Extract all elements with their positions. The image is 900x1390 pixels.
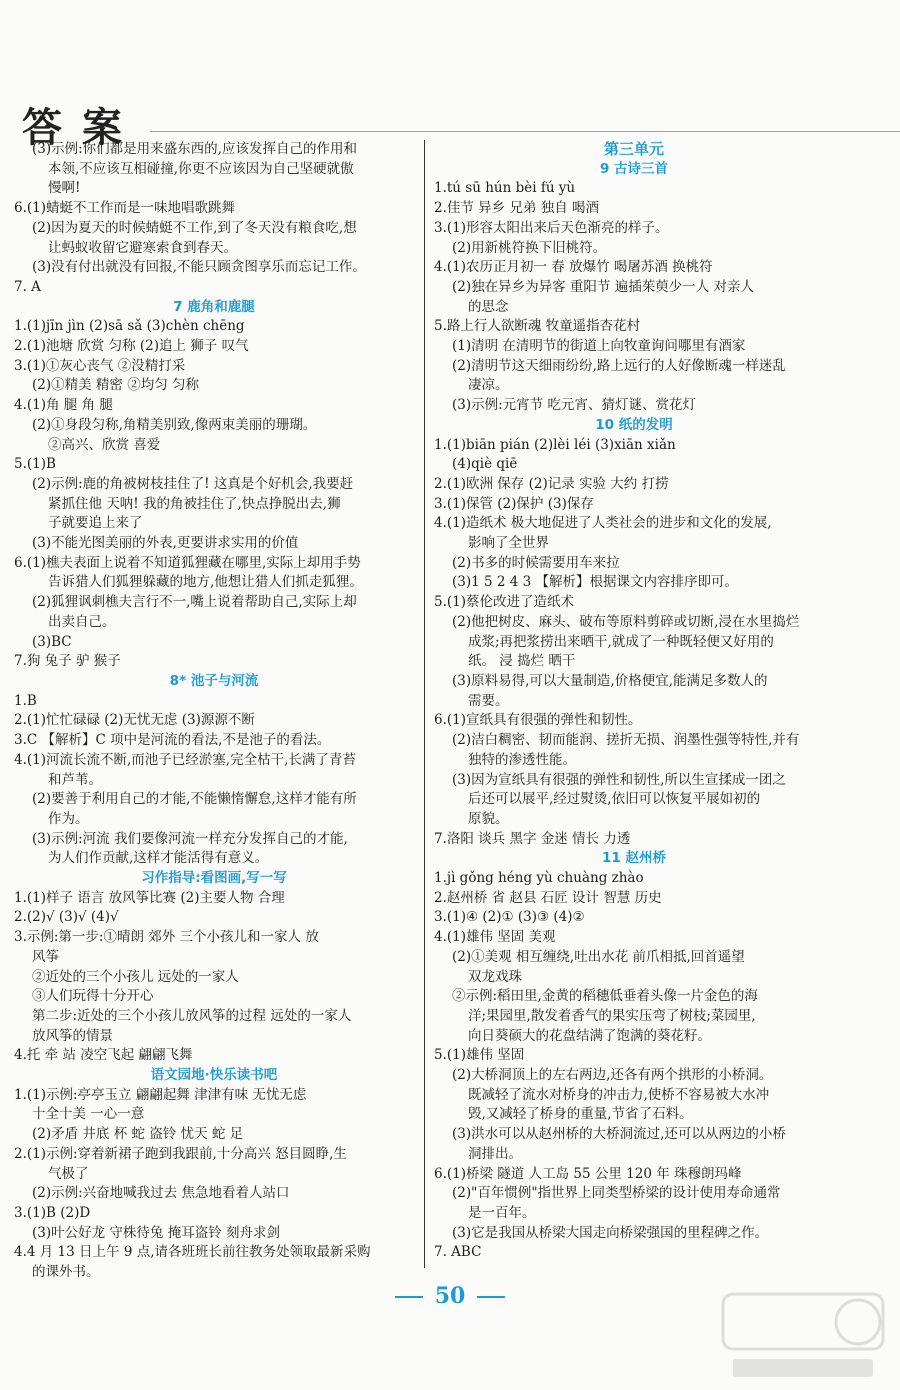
answer-line: (2)用新桃符换下旧桃符。 (452, 239, 607, 256)
answer-line: 1.(1)biān pián (2)lèi léi (3)xiān xiǎn (434, 436, 676, 453)
left-column (14, 140, 414, 1283)
answer-line: 2.佳节 异乡 兄弟 独自 喝酒 (434, 200, 600, 217)
answer-line: (2)狐狸讽刺樵夫言行不一,嘴上说着帮助自己,实际上却 (32, 594, 357, 611)
answer-line: 6.(1)樵夫表面上说着不知道狐狸藏在哪里,实际上却用手势 (14, 554, 361, 571)
answer-line: (2)①美观 相互缠绕,吐出水花 前爪相抵,回首遥望 (452, 948, 745, 965)
answer-line: (2)他把树皮、麻头、破布等原料剪碎或切断,浸在水里捣烂 (452, 613, 800, 630)
answer-line: (3)它是我国从桥梁大国走向桥梁强国的里程碑之作。 (452, 1224, 769, 1241)
answer-line: 2.(1)忙忙碌碌 (2)无忧无虑 (3)源源不断 (14, 712, 255, 729)
answer-line: 2.(1)池塘 欣赏 匀称 (2)追上 狮子 叹气 (14, 338, 249, 355)
section-heading: 10 纸的发明 (595, 416, 673, 433)
answer-line: 6.(1)宣纸具有很强的弹性和韧性。 (434, 712, 642, 729)
answer-line: 2.(1)欧洲 保存 (2)记录 实验 大约 打捞 (434, 475, 669, 492)
answer-line: 洞排出。 (468, 1145, 522, 1162)
answer-line: 需要。 (468, 692, 509, 709)
section-heading: 习作指导:看图画,写一写 (141, 870, 287, 887)
answer-line: (2)清明节这天细雨纷纷,路上远行的人好像断魂一样迷乱 (452, 357, 786, 374)
section-heading: 第三单元 (603, 140, 664, 158)
answer-line: 洋;果园里,散发着香气的果实压弯了树枝;菜园里, (468, 1007, 756, 1024)
answer-line: 7. A (14, 278, 41, 295)
answer-line: (3)洪水可以从赵州桥的大桥洞流过,还可以从两边的小桥 (452, 1126, 786, 1143)
section-heading: 7 鹿角和鹿腿 (173, 298, 255, 315)
answer-line: 出卖自己。 (48, 613, 116, 630)
answer-line: (2)大桥洞顶上的左右两边,还各有两个拱形的小桥洞。 (452, 1067, 773, 1084)
answer-line: 1.jì gǒng héng yù chuàng zhào (434, 870, 644, 887)
right-column (434, 140, 834, 1263)
answer-line: (2)要善于利用自己的才能,不能懒惰懈怠,这样才能有所 (32, 791, 357, 808)
answer-line: 1.(1)jīn jìn (2)sā sǎ (3)chèn chēng (14, 318, 245, 335)
answer-line: 和芦苇。 (48, 771, 102, 788)
dash-right (477, 1296, 505, 1298)
answer-line: 2.赵州桥 省 赵县 石匠 设计 智慧 历史 (434, 889, 662, 906)
answer-line: 6.(1)蜻蜓不工作而是一味地唱歌跳舞 (14, 200, 236, 217)
answer-line: ②高兴、欣赏 喜爱 (48, 436, 161, 453)
answer-line: 慢啊! (48, 180, 81, 197)
answer-line: 1.B (14, 692, 37, 709)
answer-line: (3)示例:河流 我们要像河流一样充分发挥自己的才能, (32, 830, 348, 847)
answer-line: 的思念 (468, 298, 509, 315)
answer-line: 3.(1)④ (2)① (3)③ (4)② (434, 909, 585, 926)
answer-line: 1.(1)示例:亭亭玉立 翩翩起舞 津津有味 无忧无虑 (14, 1086, 307, 1103)
answer-line: 3.(1)形容太阳出来后天色渐亮的样子。 (434, 219, 669, 236)
answer-line: 6.(1)桥梁 隧道 人工岛 55 公里 120 年 珠穆朗玛峰 (434, 1165, 742, 1182)
section-heading: 8* 池子与河流 (169, 672, 259, 689)
answer-line: (1)清明 在清明节的街道上向牧童询问哪里有酒家 (452, 338, 746, 355)
answer-line: (2)示例:兴奋地喊我过去 焦急地看着人站口 (32, 1185, 290, 1202)
answer-line: 3.示例:第一步:①晴朗 郊外 三个小孩儿和一家人 放 (14, 929, 319, 946)
answer-line: 放风筝的情景 (32, 1027, 113, 1044)
answer-line: 独特的渗透性能。 (468, 751, 576, 768)
answer-line: (2)"百年惯例"指世界上同类型桥梁的设计使用寿命通常 (452, 1185, 781, 1202)
answer-line: 凄凉。 (468, 377, 509, 394)
answer-line: 告诉猎人们狐狸躲藏的地方,他想让猎人们抓走狐狸。 (48, 574, 363, 591)
column-divider (424, 140, 425, 1268)
answer-line: 原貌。 (468, 810, 509, 827)
answer-line: (2)矛盾 井底 杯 蛇 盗铃 忧天 蛇 足 (32, 1126, 244, 1143)
section-heading: 9 古诗三首 (599, 160, 669, 177)
answer-line: 双龙戏珠 (468, 968, 522, 985)
answer-line: 本领,不应该互相碰撞,你更不应该因为自己坚硬就傲 (48, 160, 354, 177)
answer-line: 纸。 浸 捣烂 晒干 (468, 653, 576, 670)
answer-line: (2)洁白稠密、韧而能润、搓折无损、润墨性强等特性,并有 (452, 732, 800, 749)
header-rule (150, 131, 900, 132)
answer-line: 1.tú sū hún bèi fú yù (434, 180, 576, 197)
answer-line: 成浆;再把浆捞出来晒干,就成了一种既轻便又好用的 (468, 633, 774, 650)
answer-line: (3)原料易得,可以大量制造,价格便宜,能满足多数人的 (452, 672, 768, 689)
answer-line: 7.洛阳 谈兵 黑字 金迷 情长 力透 (434, 830, 631, 847)
answer-line: 影响了全世界 (468, 535, 549, 552)
answer-line: 风筝 (32, 948, 59, 965)
answer-line: 让蚂蚁收留它避寒索食到春天。 (48, 239, 237, 256)
answer-line: (3)不能光图美丽的外表,更要讲求实用的价值 (32, 535, 299, 552)
answer-line: (3)叶公好龙 守株待兔 掩耳盗铃 刻舟求剑 (32, 1224, 280, 1241)
answer-line: 7. ABC (434, 1244, 482, 1261)
answer-line: 4.托 牵 站 凌空飞起 翩翩飞舞 (14, 1047, 193, 1064)
answer-line: 2.(2)√ (3)√ (4)√ (14, 909, 119, 926)
answer-line: 气极了 (48, 1165, 89, 1182)
answer-line: 5.路上行人欲断魂 牧童遥指杏花村 (434, 318, 641, 335)
answer-line: 后还可以展平,经过熨烫,依旧可以恢复平展如初的 (468, 791, 761, 808)
answer-line: (2)独在异乡为异客 重阳节 遍插茱萸少一人 对亲人 (452, 278, 754, 295)
section-heading: 语文园地·快乐读书吧 (150, 1067, 278, 1084)
answer-line: 的课外书。 (32, 1264, 100, 1281)
answer-line: 3.(1)B (2)D (14, 1204, 91, 1221)
answer-line: 4.(1)造纸术 极大地促进了人类社会的进步和文化的发展, (434, 515, 772, 532)
answer-line: 5.(1)B (14, 456, 56, 473)
page-title: 答案 (22, 104, 142, 151)
answer-line: (3)BC (32, 633, 72, 650)
answer-line: 3.(1)①灰心丧气 ②没精打采 (14, 357, 186, 374)
answer-line: 5.(1)雄伟 坚固 (434, 1047, 525, 1064)
answer-line: 子就要追上来了 (48, 515, 143, 532)
answer-line: 2.(1)示例:穿着新裙子跑到我跟前,十分高兴 怒目圆睁,生 (14, 1145, 347, 1162)
answer-line: 十全十美 一心一意 (32, 1106, 145, 1123)
answer-line: (3)示例:元宵节 吃元宵、猜灯谜、赏花灯 (452, 397, 696, 414)
answer-line: (2)①精美 精密 ②均匀 匀称 (32, 377, 199, 394)
answer-line: (3)因为宣纸具有很强的弹性和韧性,所以生宣揉成一团之 (452, 771, 786, 788)
answer-line: 5.(1)蔡伦改进了造纸术 (434, 594, 575, 611)
section-heading: 11 赵州桥 (602, 850, 666, 867)
answer-line: ③人们玩得十分开心 (32, 988, 154, 1005)
answer-line: 作为。 (48, 810, 89, 827)
answer-line: 是一百年。 (468, 1204, 536, 1221)
answer-line: 4.(1)河流长流不断,而池子已经淤塞,完全枯干,长满了青苔 (14, 751, 356, 768)
dash-left (395, 1296, 423, 1298)
answer-line: 既减轻了流水对桥身的冲击力,使桥不容易被大水冲 (468, 1086, 770, 1103)
answer-line: (3)1 5 2 4 3 【解析】根据课文内容排序即可。 (452, 574, 739, 591)
answer-line: 向日葵硕大的花盘结满了饱满的葵花籽。 (468, 1027, 711, 1044)
answer-line: (3)没有付出就没有回报,不能只顾贪图享乐而忘记工作。 (32, 259, 366, 276)
answer-line: 4.(1)农历正月初一 春 放爆竹 喝屠苏酒 换桃符 (434, 259, 713, 276)
answer-line: (4)qiè qiē (452, 456, 518, 473)
page-number-text: 50 (434, 1283, 466, 1309)
watermark-logo (718, 1284, 888, 1384)
answer-line: 紧抓住他 天呐! 我的角被挂住了,快点挣脱出去,狮 (48, 495, 341, 512)
answer-line: ②近处的三个小孩儿 远处的一家人 (32, 968, 239, 985)
answer-line: 3.(1)保管 (2)保护 (3)保存 (434, 495, 594, 512)
answer-line: 4.4 月 13 日上午 9 点,请各班班长前往教务处领取最新采购 (14, 1244, 371, 1261)
answer-line: (3)示例:你们都是用来盛东西的,应该发挥自己的作用和 (32, 141, 357, 157)
answer-line: ②示例:稻田里,金黄的稻穗低垂着头像一片金色的海 (452, 988, 758, 1005)
answer-line: 3.C 【解析】C 项中是河流的看法,不是池子的看法。 (14, 732, 331, 749)
answer-line: 第二步:近处的三个小孩儿放风筝的过程 远处的一家人 (32, 1007, 352, 1024)
answer-line: (2)因为夏天的时候蜻蜓不工作,到了冬天没有粮食吃,想 (32, 219, 357, 236)
answer-line: (2)书多的时候需要用车来拉 (452, 554, 620, 571)
answer-line: (2)①身段匀称,角精美别致,像两束美丽的珊瑚。 (32, 416, 317, 433)
answer-line: 7.狗 兔子 驴 猴子 (14, 653, 121, 670)
answer-line: 4.(1)雄伟 坚固 美观 (434, 929, 556, 946)
answer-line: 4.(1)角 腿 角 腿 (14, 397, 113, 414)
answer-line: (2)示例:鹿的角被树枝挂住了! 这真是个好机会,我要赶 (32, 475, 354, 492)
answer-line: 1.(1)样子 语言 放风筝比赛 (2)主要人物 合理 (14, 889, 285, 906)
answer-line: 毁,又减轻了桥身的重量,节省了石料。 (468, 1106, 693, 1123)
answer-line: 为人们作贡献,这样才能活得有意义。 (48, 850, 269, 867)
